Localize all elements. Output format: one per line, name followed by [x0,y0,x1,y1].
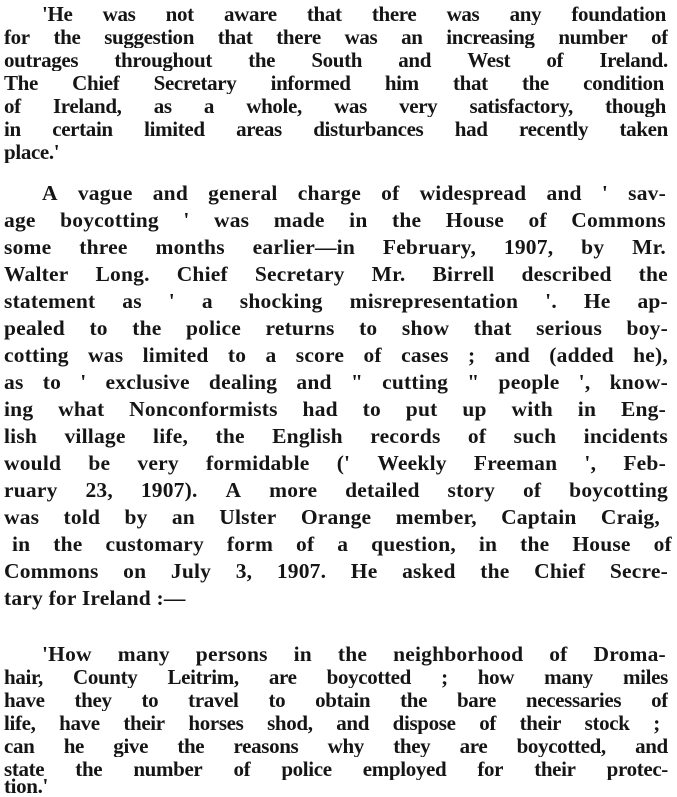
body-line-13: was told by an Ulster Orange member, Captain Craig, [4,507,660,529]
body-line-16: tary for Ireland :— [4,588,186,610]
quote1-line-2: for the suggestion that there was an increasing number of [4,27,668,48]
body-line-10: lish village life, the English records of such incidents [4,426,668,448]
body-line-8: as to ' exclusive dealing and " cutting " people ', know- [4,372,668,394]
quote2-line-2: hair, County Leitrim, are boycotted ; how many miles [4,667,668,688]
body-line-9: ing what Nonconformists had to put up with in Eng- [4,399,666,421]
quote1-line-3: outrages throughout the South and West of Ireland. [4,50,668,71]
body-line-7: cotting was limited to a score of cases ; and (added he), [4,345,668,367]
quote1-line-4: The Chief Secretary informed him that the condition [4,73,664,94]
quote1-line-7: place.' [4,142,60,163]
body-line-6: pealed to the police returns to show that serious boy- [4,318,668,340]
quote2-line-6: state the number of police employed for their protec- [4,759,668,780]
body-line-11: would be very formidable (' Weekly Freeman ', Feb- [4,453,666,475]
body-line-4: Walter Long. Chief Secretary Mr. Birrell described the [4,264,668,286]
quote1-line-1: 'He was not aware that there was any foundation [42,4,666,25]
quote2-line-4: life, have their horses shod, and dispose of their stock ; [4,713,660,734]
body-line-14: in the customary form of a question, in the House of [12,534,672,556]
body-line-1: A vague and general charge of widespread and ' sav- [42,183,666,205]
quote2-line-3: have they to travel to obtain the bare necessaries of [4,690,668,711]
body-line-3: some three months earlier—in February, 1907, by Mr. [4,237,666,259]
quote2-line-7: tion.' [4,776,48,797]
body-line-5: statement as ' a shocking misrepresentation '. He ap- [4,291,668,313]
body-line-2: age boycotting ' was made in the House of Commons [4,210,666,232]
quote2-line-5: can he give the reasons why they are boycotted, and [4,736,668,757]
quote1-line-5: of Ireland, as a whole, was very satisfactory, though [4,96,666,117]
body-line-15: Commons on July 3, 1907. He asked the Chief Secre- [4,561,668,583]
quote2-line-1: 'How many persons in the neighborhood of Droma- [42,644,666,666]
quote1-line-6: in certain limited areas disturbances had recently taken [4,119,668,140]
body-line-12: ruary 23, 1907). A more detailed story of boycotting [4,480,668,502]
